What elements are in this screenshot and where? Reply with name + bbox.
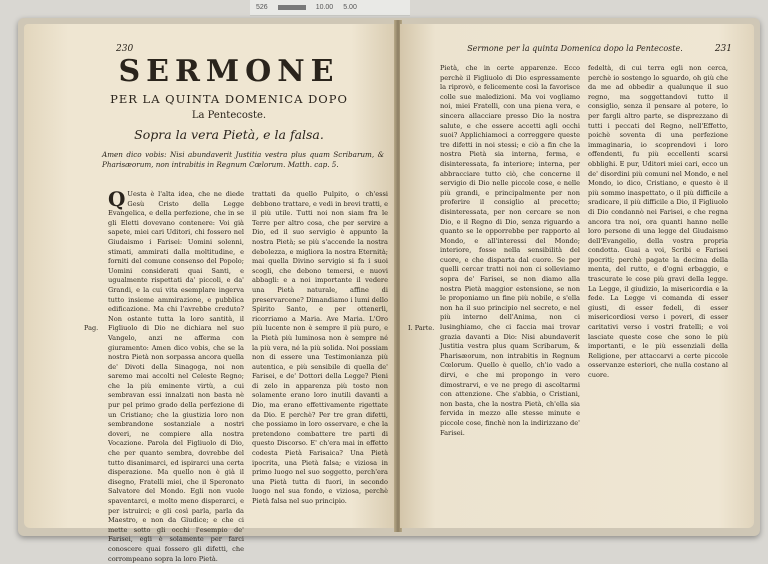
scale-mark-3: 5.00 [343,4,357,11]
sermon-theme: Sopra la vera Pietà, e la falsa. [134,127,324,142]
left-column-2: trattati da quello Pulpito, o ch'essi debbono trattare, e vedi in brevi tratti, e il più utile. Tutti noi non siam fra le Terre per altro cosa, che per servire a Dio, ed il suo servigio è appunto la nostra Pietà; se più s'accende la nostra debolezza, e migliora la nostra Eternità; mai quella Divino servigio si fa i suoi scogli, che debono temersi, e nuovi abbagli: e a noi importante il vedere una Pietà naturale, affine di preservarcene? Dimandiamo i lumi dello Spirito Santo, e per ottenerli, ricorriamo a Maria. Ave Maria. L'Oro più lucente non è sempre il più puro, e la Pietà più luminosa non è sempre né la più vera, né la più solida. Noi possiam non di essere una Testimonianza più autentica, e più sensibile di quella de' Farisei, e de' Dottori della Legge? Pieni di zelo in apparenza più tosto non solamente erano loro inutili davanti a Dio, ma erano effettivamente rigettate da Dio. E perchè? Per tre gran difetti, che possiamo in loro osservare, e che la pretendono combattere tre parti di questo Discorso. E' ch'era mai in effetto codesta Pietà Farisaica? Una Pietà ipocrita, una Pietà falsa; e viziosa in primo luogo nel suo soggetto, perch'era una Pietà tutta di fuori, in secondo luogo nel sua fondo, e viziosa, perchè Pietà falsa nel suo principio. [252,190,388,505]
left-column-1 [108,187,244,563]
left-page-number: 230 [116,44,134,54]
scale-mark-1: 526 [256,4,268,11]
sermon-title: SERMONE [118,54,340,89]
sermon-occasion: La Pentecoste. [191,110,267,121]
drop-cap: Q [108,187,126,211]
open-book [18,18,760,563]
left-column-1-text: Uesta è l'alta idea, che ne diede Gesù Cristo della Legge Evangelica, e della perfezione, che in se gli Eletti dovevano contenere: Voi già sapete, miei cari Uditori, chi fossero nel Giudaismo i Farisei: Uomini solenni, stimati, ammirati dalla moltitudine, e forniti del comune consenso del Popolo; Uomini considerati quai Santi, e ugualmente rispettati da' piccoli, e da' Grandi, e la cui vita esemplare ingerva tutto insieme ammirazione, e pubblica edificazione. Ma chi l'avrebbe creduto? Non ostante tutta la loro santità, il Figliuolo di Dio ne dichiara nel suo Vangelo, anzi ne afferma con giuramento: Amen dico vobis, che se la nostra Pietà non sorpassa ancora quella de' Divoti della Sinagoga, noi non saremo mai accolti nel Celeste Regno; che la più eminente virtù, a cui sembravan essi innalzati non basta nè pur pel primo grado della perfezione di un Cristiano; che la giustizia loro non sembrandone sostanziale a nostri doveri, ne compiere alla nostra Vocazione. Parola del Figliuolo di Dio, che per quanto sembra, dovrebbe del tutto disanimarci, ed ispirarci una certa disperazione. Ma quello non è già il disegno, Fratelli miei, che il Speronato Salvatore del Mondo. Egli non vuole spaventarci, e molto meno disperarci, e per istruirci; e gli così parla, parla da Maestro, e non da Giudice; e che ci mette sotto gli occhi l'esempio de' Farisei, egli è solamente per farci conoscere quai fossero gli difetti, che corrompeano sopra la loro Pietà. [108,190,244,563]
running-head: Sermone per la quinta Domenica dopo la Pentecoste. [467,44,683,53]
right-margin-note: I. Parte. [408,324,435,332]
scale-bar [278,5,306,10]
epigraph: Amen dico vobis: Nisi abundaverit Justitia vestra plus quam Scribarum, & Pharisæorum, non intrabitis in Regnum Cœlorum. Matth. cap. 5. [102,150,384,169]
right-column-2: fedeltà, di cui terra egli non cerca, perchè io sostengo lo sguardo, oh giù che da me ad obbedir a qualunque il suo regno, ma soggettandovi tutto il consiglio, senza il pensare al potere, lo per fargli altro parte, se disprezzano di tutti i peccati del Regno, nell'Effetto, poichè soventa di una perfezione immaginaria, io scoprendovi i loro offendenti, fu più eccellenti scarsi obblighi. E pur, Uditori miei cari, ecco un de' disordini più comuni nel Mondo, e nel Mondo, io dico, Cristiano, e questo è il più sommo inaspettato, o il più difficile a sradicare, il più difficile a Dio, il Figliuolo di Dio condannò nei Farisei, e che regna ancora tra noi, ora quanti hanno nelle loro persone di una legge del Giudaismo dell'Evangelio, della vostra propria condotta. Guai a voi, Scribi e Farisei ipocriti; perchè pagate la decima della menta, del rutto, e d'ogni erbaggio, e trascurate le cose più gravi della legge. La Legge, il giudizio, la misericordia e la fede. La Legge vi comanda di esser giusti, di esser fedeli, di esser misericordiosi verso i poveri, di esser caritativi verso i vostri fratelli; e voi lasciate queste cose che sono le più importanti, e le più essenziali della Religione, per attaccarvi a certe piccole osservanze esteriori, che nulla costano al cuore. [588,64,728,379]
color-scale-strip [250,0,410,16]
sermon-subtitle: PER LA QUINTA DOMENICA DOPO [110,92,348,106]
scale-mark-2: 10.00 [315,4,334,11]
left-page [24,24,396,563]
right-column-1: Pietà, che in certe apparenze. Ecco perchè il Figliuolo di Dio espressamente la riprovò, e felicemente così la favorisce colle sue maledizioni. Ma voi vogliamo noi, miei Fratelli, con una piena vera, e sincera allacciare presso Dio la nostra salute, e che essere accetti agli occhi suoi? Applichiamoci a correggere queste tre difetti in noi stessi; e ciò a fin che la nostra Pietà sia interna, ferma, e disinteressata, fa interiore; interna, per abbracciare tutto ciò, che concerne il servigio di Dio nelle piccole cose, e nelle più grandi, e principalmente per non proferire il consiglio al precetto; disinteressata, per non cercare se non Dio, e il Regno di Dio, senza riguardo a quanto se le opporrebbe per rapporto al Mondo, e all'interessi del Mondo; interiore, fosse nella sensibilità del cuore, e che disparta dal cuore. Se per quelli cercar tratti noi non ci solleviamo sopra de' Farisei, se non diamo alla nostra Pietà maggior estensione, se non le proponiamo un fine più nobile, e s'ella non ha il suo principio nel secreto, e nel più interno dell'Anima, non ci lusinghiamo, che ci faccia mai trovar grazia davanti a Dio: Nisi abundaverit Justitia vestra plus quam Scribarum, & Pharisæorum, non intrabitis in Regnum Cœlorum. Quello è quello, ch'io vado a dirvi, e che mi propongo in vero dimostrarvi, e ve ne prego di ascoltarmi con attenzione. Che s'abbia, o Cristiani, non basta, che la nostra Pietà, ch'ella sia fervida in mezzo alle stesse minute e piccole cose, finchè non la indirizzano de' Farisei. [440,64,580,437]
right-page-number: 231 [714,44,732,54]
left-margin-note: Pag. [84,324,99,332]
right-page [400,24,754,528]
